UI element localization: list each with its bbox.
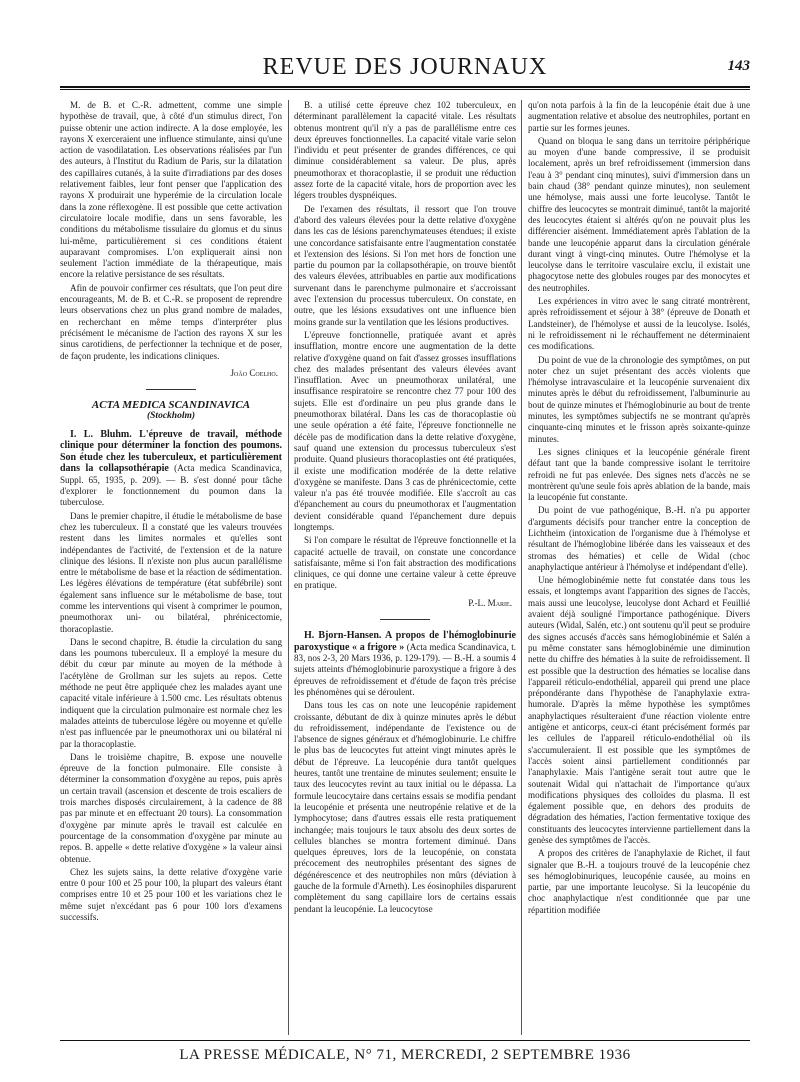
article-heading: I. L. Bluhm. L'épreuve de travail, méthode clinique pour déterminer la fonction des poumons. Son étude chez les tuberculeux, et particulièrement dans la collapsothérapie bbox=[60, 428, 282, 475]
column-1 bbox=[60, 100, 282, 1040]
column-divider bbox=[288, 100, 289, 1035]
paragraph: Si l'on compare le résultat de l'épreuve fonctionnelle et la capacité actuelle de travail, on constate une concordance satisfaisante, même si l'on fait abstraction des modifications cliniques, ce qui donne une certaine valeur à cette épreuve en pratique. bbox=[294, 535, 516, 591]
paragraph: Chez les sujets sains, la dette relative d'oxygène varie entre 0 pour 100 et 25 pour 100, la plupart des valeurs étant comprises entre 10 et 25 pour 100 et les variations chez le même sujet n'excédant pas 6 pour 100 lors d'examens successifs. bbox=[60, 866, 282, 922]
column-divider bbox=[521, 100, 522, 1035]
paragraph: De l'examen des résultats, il ressort que l'on trouve d'abord des valeurs élevées pour la dette relative d'oxygène dans les cas de lésions parenchymateuses étendues; il existe une concordance satisfaisante entre l'augmentation constatée et l'extension des lésions. Si l'on met hors de fonction une partie du poumon par la collapsothérapie, on trouve bientôt des valeurs élevées, attribuables en partie aux modifications survenant dans le parenchyme pulmonaire et s'accroissant avec l'extension du processus tuberculeux. On constate, en outre, que les lésions exsudatives ont une influence bien moins grande sur la ventilation que les lésions productives. bbox=[294, 203, 516, 327]
article-intro bbox=[294, 630, 516, 698]
journal-title: ACTA MEDICA SCANDINAVICA bbox=[91, 399, 251, 412]
paragraph: Du point de vue de la chronologie des symptômes, on put noter chez un sujet présentant des accès violents que l'hémolyse intravasculaire et la leucopénie survenaient dix minutes après le début du refroidissement, l'albuminurie au bout de quinze minutes et l'hémoglobinurie au bout de trente minutes, les symptômes subjectifs ne se montrant qu'après cinquante-cinq minutes et le frisson après soixante-quinze minutes. bbox=[528, 354, 750, 444]
paragraph: Dans le second chapitre, B. étudie la circulation du sang dans les poumons tuberculeux. Il a employé la mesure du débit du cœur par minute au moyen de la méthode à l'acétylène de Grollman sur les sujets au repos. Cette méthode ne peut être appliquée chez les malades ayant une capacité vitale inférieure à 1.500 cmc. Les résultats obtenus indiquent que la circulation pulmonaire est normale chez les malades atteints de tuberculose légère ou moyenne et qu'elle n'est pas influencée par le pneumothorax uni ou bilatéral ni par la thoracoplastie. bbox=[60, 636, 282, 749]
signature: P.-L. Marie. bbox=[468, 597, 512, 608]
signature: João Coelho. bbox=[230, 367, 278, 378]
paragraph: Une hémoglobinémie nette fut constatée dans tous les essais, et longtemps avant l'apparition des signes de l'accès, mais aussi une leucolyse, leucolyse dont Achard et Feuillié avaient déjà souligné l'importance pathogénique. Divers auteurs (Widal, Salén, etc.) ont soutenu qu'il peut se produire des signes accusés d'accès sans hémoglobinémie et Salén a pu même constater sans hémoglobinémie une diminution nette du chiffre des hématies à la suite de refroidissement. Il est possible que la destruction des hématies se localise dans l'appareil réticulo-endothélial, appareil qui prend une place prépondérante dans l'hypothèse de l'anaphylaxie extra-humorale. D'après la même hypothèse les symptômes anaphylactiques résulteraient d'une réaction violente entre antigène et anticorps, ceux-ci étant précisément formés par les cellules de l'appareil réticulo-endothélial où ils s'accumuleraient. Il est possible que les symptômes de l'accès soient ainsi partiellement conditionnés par l'anaphylaxie. Mais l'antigène serait tout autre que le soutenait Widal qui n'attachait de l'importance qu'aux modifications physiques des colloïdes du plasma. Il est également possible que, en dehors des produits de dégradation des hématies, l'action fermentative toxique des constituants des leucocytes intervienne partiellement dans la genèse des symptômes de l'accès. bbox=[528, 575, 750, 845]
journal-section-title: REVUE DES JOURNAUX bbox=[262, 54, 548, 80]
paragraph: Dans tous les cas on note une leucopénie rapidement croissante, débutant de dix à quinze minutes après le début du refroidissement, indépendante de l'existence ou de l'absence de signes généraux et d'hémoglobinurie. Le chiffre le plus bas de leucocytes fut atteint vingt minutes après le début de l'épreuve. La leucopénie dura tantôt quelques heures, tantôt une trentaine de minutes seulement; ensuite le taux des leucocytes revint au taux initial ou le dépassa. La formule leucocytaire dans certains essais se modifia pendant la leucopénie et présenta une neutropénie relative et de la lymphocytose; dans d'autres essais elle resta pratiquement inchangée; mais toujours le taux absolu des deux sortes de cellules blanches se montra fortement diminué. Dans quelques épreuves, lors de la leucopénie, on constata précocement des neutrophiles présentant des signes de dégénérescence et des neutrophiles non mûrs (déviation à gauche de la formule d'Arneth). Les éosinophiles disparurent complètement du sang capillaire lors de certains essais pendant la leucopénie. La leucocytose bbox=[294, 700, 516, 914]
article-reference: (Acta medica Scandinavica, t. 83, nos 2-3, 20 Mars 1936, p. 129-179). — B.-H. a soumis 4 sujets atteints d'hémoglobinurie paroxystique a frigore à des épreuves de refroidissement et d'étude de façon très précise les phénomènes qui se déroulent. bbox=[294, 641, 516, 697]
paragraph: Quand on bloqua le sang dans un territoire périphérique au moyen d'une bande compressive, il se produisit localement, après un bref refroidissement (immersion dans l'eau à 3° pendant cinq minutes), suivi d'immersion dans un bain chaud (38° pendant quinze minutes), non seulement une hémolyse, mais aussi une forte leucolyse. Tantôt le chiffre des leucocytes se montrait diminué, tantôt la majorité des leucocytes étaient si altérés qu'on ne pouvait plus les différencier aisément. Immédiatement après l'ablation de la bande une leucopénie apparut dans la circulation générale durant vingt à vingt-cinq minutes. Outre l'hémolyse et la leucolyse dans le territoire vasculaire exclu, il existait une phagocytose nette des globules rouges par des monocytes et des neutrophiles. bbox=[528, 135, 750, 293]
paragraph: Dans le premier chapitre, il étudie le métabolisme de base chez les tuberculeux. Il a constaté que les valeurs trouvées restent dans les limites normales et qu'elles sont indépendantes de l'activité, de l'extension et de la nature clinique des lésions. Il n'existe non plus aucun parallélisme entre le métabolisme de base et la réaction de sédimentation. Les légères élévations de température (état subfébrile) sont également sans influence sur le métabolisme de base, tout comme les interventions qui visent à comprimer le poumon, pneumothorax uni- ou bilatéral, phrénicectomie, thoracoplastie. bbox=[60, 510, 282, 634]
paragraph: B. a utilisé cette épreuve chez 102 tuberculeux, en déterminant parallèlement la capacité vitale. Les résultats obtenus montrent qu'il n'y a pas de parallélisme entre ces deux épreuves fonctionnelles. La capacité vitale varie selon l'individu et peut présenter de grandes différences, ce qui diminue considérablement sa valeur. De plus, après pneumothorax et thoracoplastie, il se produit une réduction assez forte de la capacité vitale, hors de proportion avec les légers troubles dyspnéiques. bbox=[294, 100, 516, 201]
page-footer: LA PRESSE MÉDICALE, N° 71, MERCREDI, 2 SEPTEMBRE 1936 bbox=[60, 1040, 750, 1064]
section-separator bbox=[380, 619, 430, 620]
paragraph: L'épreuve fonctionnelle, pratiquée avant et après insufflation, montre encore une augmentation de la dette relative d'oxygène quand on fait d'assez grosses insufflations chez des malades présentant des valeurs élevées avant l'insufflation. Avec un pneumothorax unilatéral, une insuffisance respiratoire se rencontre chez 77 pour 100 des sujets. Elle est d'ordinaire un peu plus grande dans le pneumothorax bilatéral. Dans les cas de thoracoplastie où une seule opération a été faite, l'épreuve fonctionnelle ne décèle pas de modification dans la dette relative d'oxygène, sauf quand une extension du processus tuberculeux s'est produite. Quand plusieurs thoracoplasties ont été pratiquées, il existe une modification modérée de la dette relative d'oxygène se manifeste. Dans 3 cas de phrénicectomie, cette valeur n'a pas été trouvée modifiée. Elle s'accroît au cas d'épanchement au cours du pneumothorax et l'augmentation devient considérable quand l'épanchement dure depuis longtemps. bbox=[294, 329, 516, 532]
paragraph: qu'on nota parfois à la fin de la leucopénie était due à une augmentation relative et absolue des neutrophiles, portant en partie sur les formes jeunes. bbox=[528, 100, 750, 133]
column-2 bbox=[294, 100, 516, 1040]
paragraph: Les signes cliniques et la leucopénie générale firent défaut tant que la bande compressive isolant le territoire refroidi ne fut pas enlevée. Des signes nets d'accès ne se montrèrent qu'une seule fois après ablation de la bande, mais la leucopénie fut constante. bbox=[528, 446, 750, 503]
paragraph: Du point de vue pathogénique, B.-H. n'a pu apporter d'arguments décisifs pour trancher entre la conception de Lichtheim (intoxication de l'organisme due à l'hémolyse et résultant de l'hémoglobine libérée dans les vaisseaux et des stromas des hématies) et celle de Widal (choc anaphylactique antérieur à l'hémolyse et indépendant d'elle). bbox=[528, 505, 750, 572]
page-header bbox=[60, 52, 750, 88]
paragraph: M. de B. et C.-R. admettent, comme une simple hypothèse de travail, que, à côté d'un stimulus direct, l'on puisse obtenir une action indirecte. A la dose employée, les rayons X exerceraient une influence stimulante, ainsi qu'une action de vasodilatation. Les observations réalisées par l'un des auteurs, à l'Institut du Radium de Paris, sur la dilatation des capillaires cutanés, à la suite d'irradiations par des doses relativement faibles, leur font penser que l'application des rayons X produirait une hyperémie de la circulation locale dans la zone réflexogène. Il est possible que cette activation circulatoire locale modifie, dans un sens favorable, les conditions du métabolisme tissulaire du glomus et du sinus lui-même, particulièrement si ces conditions étaient auparavant compromises. L'on expliquerait ainsi non seulement l'action immédiate de la thérapeutique, mais encore la relative persistance de ses résultats. bbox=[60, 100, 282, 280]
article-intro bbox=[60, 429, 282, 509]
paragraph: Les expériences in vitro avec le sang citraté montrèrent, après refroidissement et séjour à 38° (épreuve de Donath et Landsteiner), de l'hémolyse et aussi de la leucolyse. Isolés, ni le refroidissement ni le réchauffement ne déterminaient ces modifications. bbox=[528, 296, 750, 352]
article-heading: H. Bjorn-Hansen. A propos de l'hémoglobinurie paroxystique « a frigore » bbox=[294, 630, 516, 653]
journal-place: (Stockholm) bbox=[146, 411, 196, 422]
page-number: 143 bbox=[727, 58, 750, 74]
header-rule bbox=[60, 89, 750, 90]
paragraph: Dans le troisième chapitre, B. expose une nouvelle épreuve de la fonction pulmonaire. Elle consiste à déterminer la consommation d'oxygène au repos, puis après un certain travail (ascension et descente de trois escaliers de trois marches disposés circulairement, à la cadence de 88 pas par minute et en effectuant 20 tours). La consommation d'oxygène par minute après le travail est calculée en pourcentage de la consommation d'oxygène par minute au repos. B. appelle « dette relative d'oxygène » la valeur ainsi obtenue. bbox=[60, 751, 282, 864]
paragraph: Afin de pouvoir confirmer ces résultats, que l'on peut dire encourageants, M. de B. et C.-R. se proposent de reprendre leurs observations chez un plus grand nombre de malades, en recherchant en même temps d'interpréter plus précisément le mécanisme de l'action des rayons X sur les sinus carotidiens, de perfectionner la technique et de poser, de façon prudente, les indications cliniques. bbox=[60, 282, 282, 361]
article-reference: (Acta medica Scandinavica, Suppl. 65, 1935, p. 209). — B. s'est donné pour tâche d'explorer le fonctionnement du poumon dans la tuberculose. bbox=[60, 463, 282, 508]
paragraph: A propos des critères de l'anaphylaxie de Richet, il faut signaler que B.-H. a toujours trouvé de la leucopénie chez ses hémoglobinuriques, leucopénie causée, au moins en partie, par une importante leucolyse. Si la leucopénie du choc anaphylactique n'est conditionnée que par une répartition modifiée bbox=[528, 848, 750, 915]
column-3 bbox=[528, 100, 750, 1040]
section-separator bbox=[146, 389, 196, 390]
